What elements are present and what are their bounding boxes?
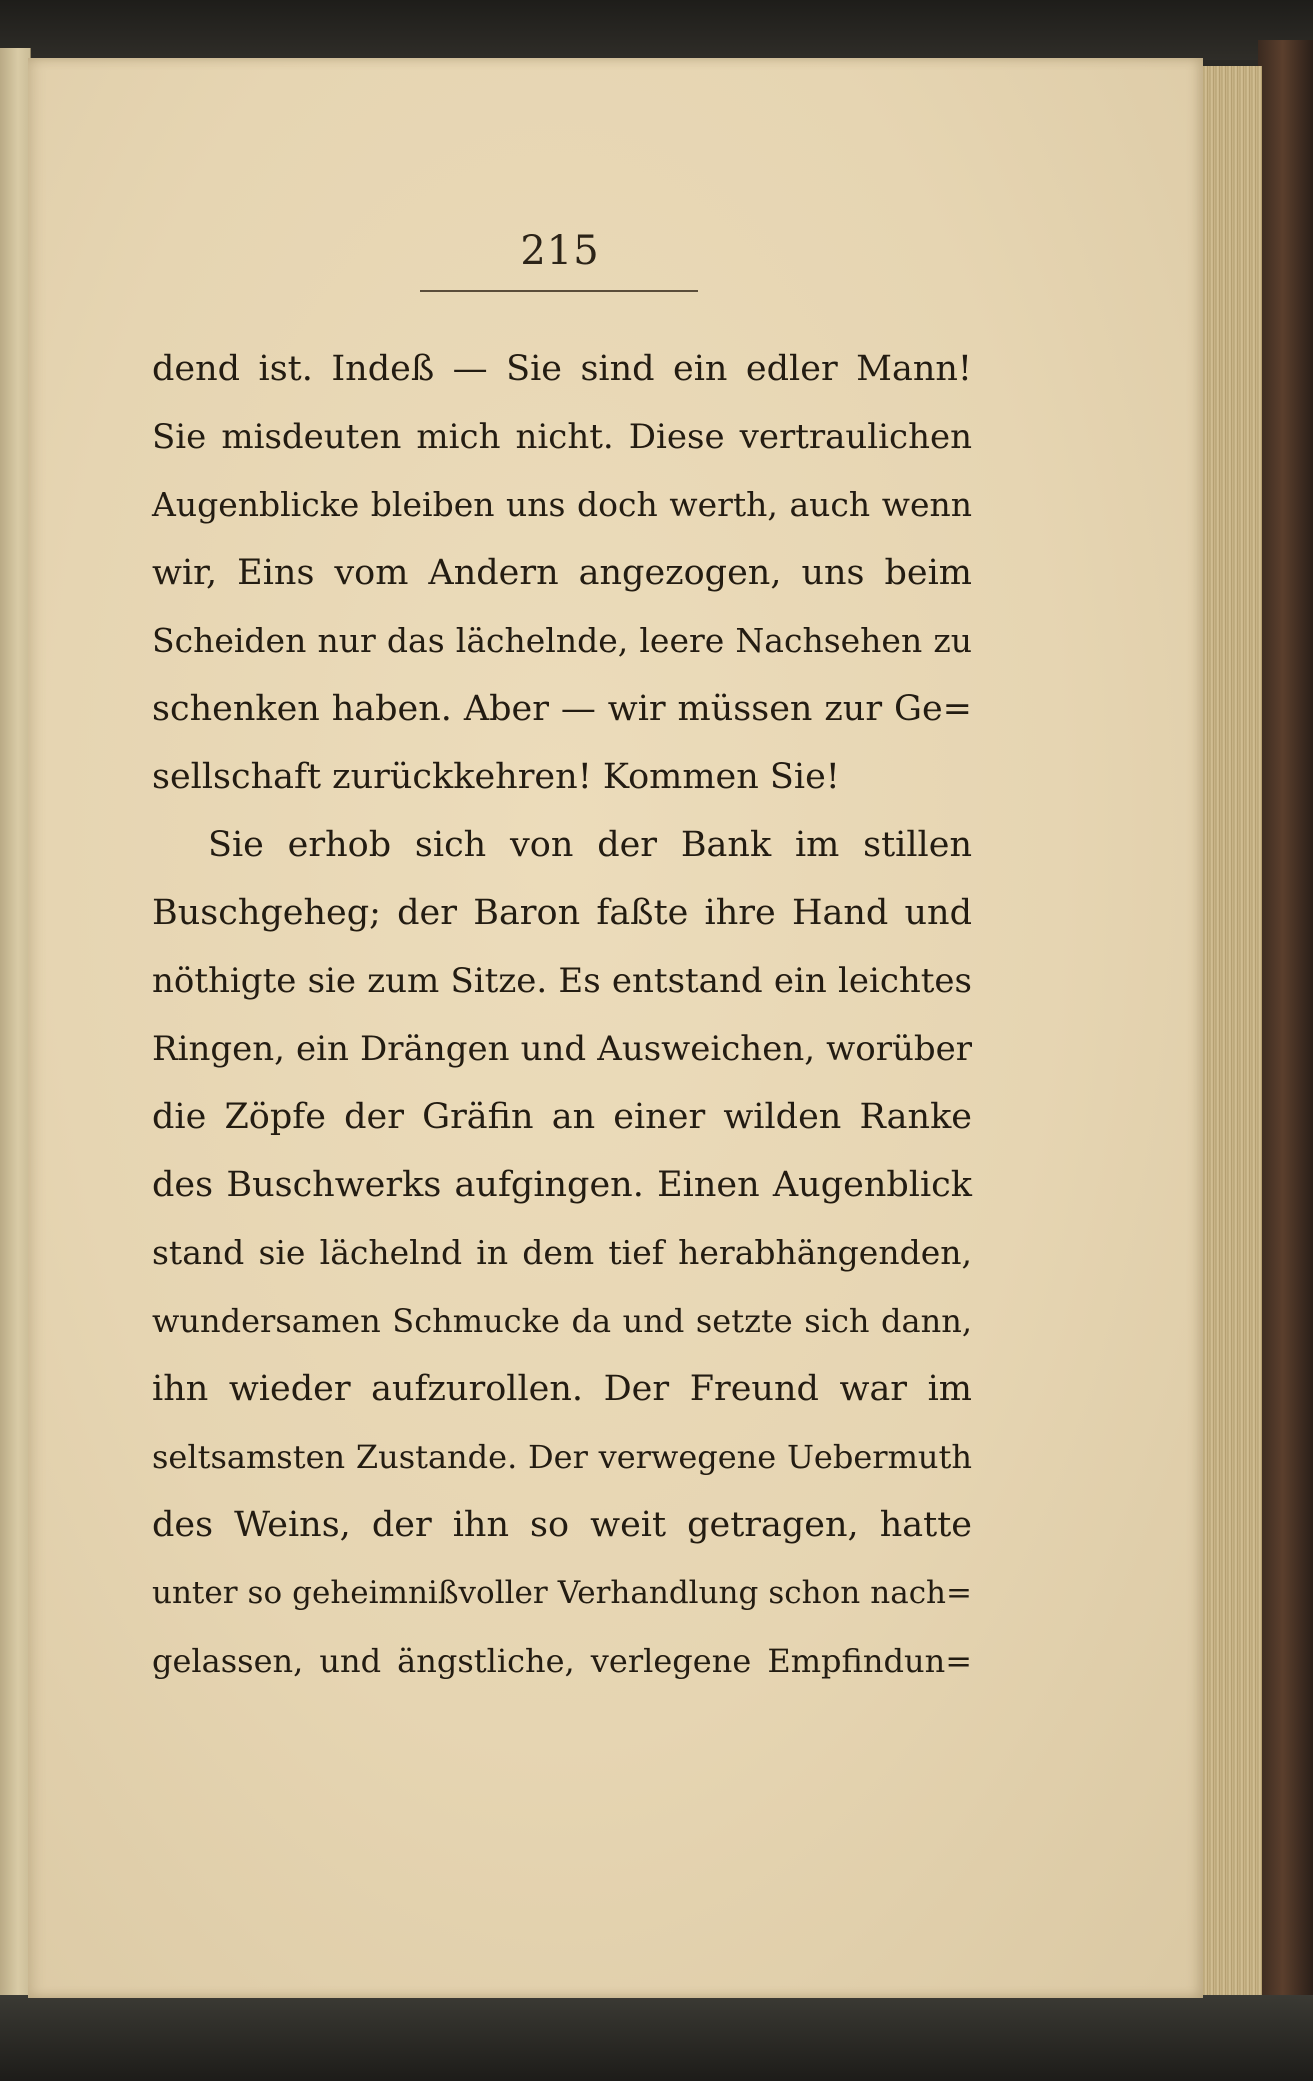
text-line: des Buschwerks aufgingen. Einen Augenblick xyxy=(152,1165,972,1205)
background-top xyxy=(0,0,1313,60)
text-line: ihn wieder aufzurollen. Der Freund war im xyxy=(152,1369,972,1409)
text-line: dend ist. Indeß — Sie sind ein edler Mann! xyxy=(152,349,972,389)
text-line: Ringen, ein Drängen und Ausweichen, worüber xyxy=(152,1029,972,1069)
page-stack-edges xyxy=(1200,66,1262,1996)
text-line: Scheiden nur das lächelnde, leere Nachsehen zu xyxy=(152,621,972,660)
text-line: unter so geheimnißvoller Verhandlung schon nach= xyxy=(152,1575,972,1611)
text-line: des Weins, der ihn so weit getragen, hatte xyxy=(152,1505,972,1545)
text-line: gelassen, und ängstliche, verlegene Empfindun= xyxy=(152,1642,972,1680)
page-number: 215 xyxy=(520,228,600,274)
previous-page-edge xyxy=(0,48,31,2008)
text-line: schenken haben. Aber — wir müssen zur Ge= xyxy=(152,689,972,729)
background-bottom xyxy=(0,1995,1313,2081)
text-line: stand sie lächelnd in dem tief herabhängenden, xyxy=(152,1233,972,1272)
text-line: Augenblicke bleiben uns doch werth, auch wenn xyxy=(152,485,972,524)
text-line: wundersamen Schmucke da und setzte sich dann, xyxy=(152,1302,972,1340)
body-text xyxy=(152,335,972,1695)
text-line: Buschgeheg; der Baron faßte ihre Hand und xyxy=(152,893,972,933)
header-rule xyxy=(420,290,698,292)
text-line: die Zöpfe der Gräfin an einer wilden Ranke xyxy=(152,1097,972,1137)
text-line: seltsamsten Zustande. Der verwegene Uebermuth xyxy=(152,1438,972,1476)
text-line: wir, Eins vom Andern angezogen, uns beim xyxy=(152,553,972,593)
text-line: Sie erhob sich von der Bank im stillen xyxy=(208,825,972,865)
book-cover-edge xyxy=(1258,40,1313,2040)
text-line: Sie misdeuten mich nicht. Diese vertraulichen xyxy=(152,417,972,457)
text-line: nöthigte sie zum Sitze. Es entstand ein leichtes xyxy=(152,961,972,1001)
text-line: sellschaft zurückkehren! Kommen Sie! xyxy=(152,757,840,797)
